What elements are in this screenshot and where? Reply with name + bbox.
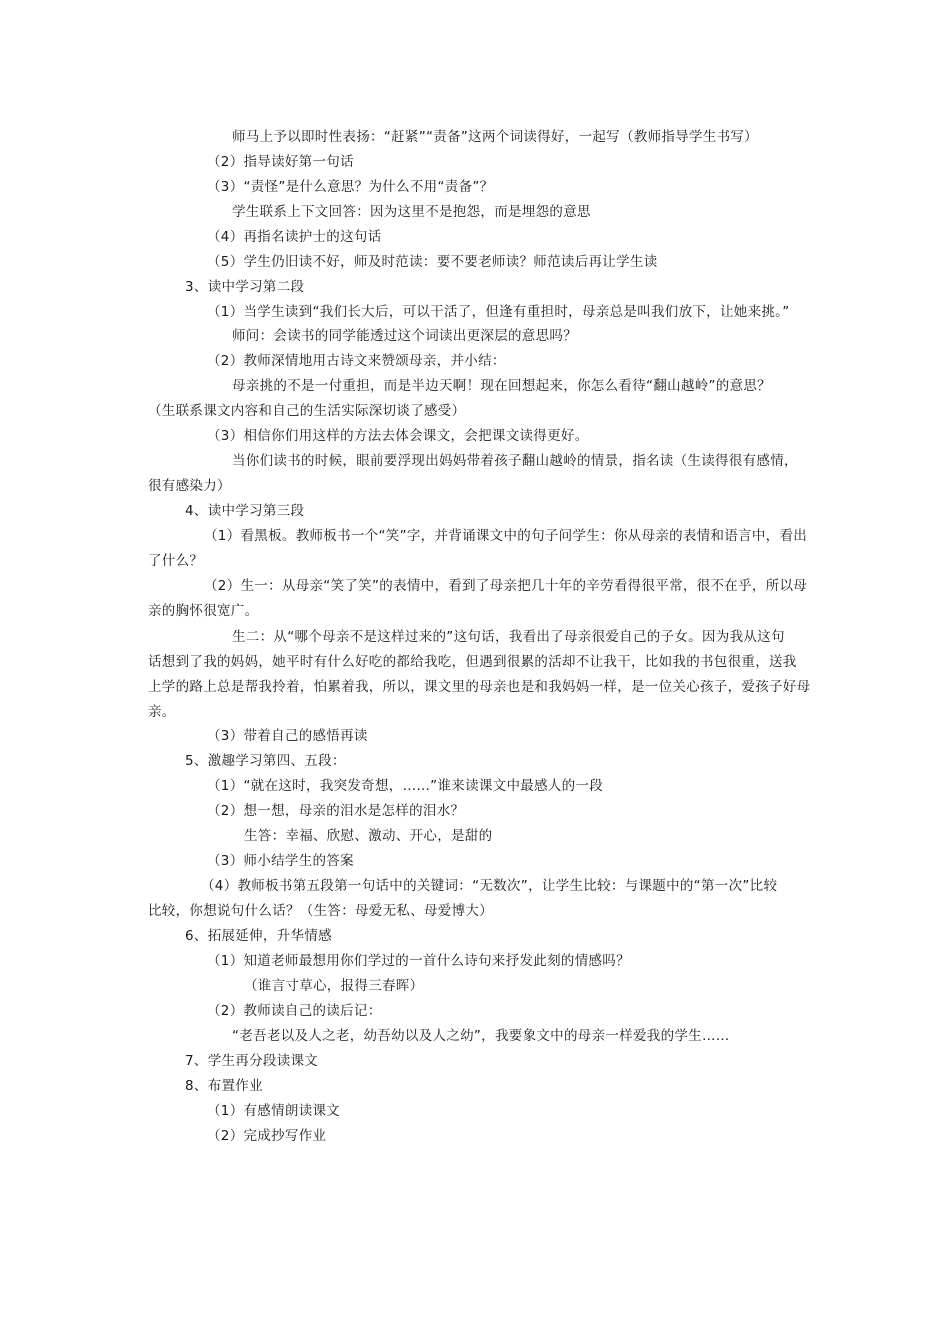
text-line: （2）完成抄写作业 (207, 1128, 327, 1144)
text-line: （2）想一想，母亲的泪水是怎样的泪水？ (207, 803, 465, 819)
text-line: “老吾老以及人之老，幼吾幼以及人之幼”，我要象文中的母亲一样爱我的学生…… (232, 1028, 730, 1044)
text-line: （3）“责怪”是什么意思？为什么不用“责备”？ (207, 179, 494, 195)
text-line: 上学的路上总是帮我拎着，怕累着我，所以，课文里的母亲也是和我妈妈一样，是一位关心孩子，爱孩子好母 (148, 679, 811, 695)
section-heading: 7、学生再分段读课文 (185, 1053, 319, 1069)
text-line: 师问：会读书的同学能透过这个词读出更深层的意思吗？ (232, 328, 577, 344)
text-line: （4）教师板书第五段第一句话中的关键词：“无数次”，让学生比较：与课题中的“第一次”比较 (201, 878, 778, 894)
text-line: （1）“就在这时，我突发奇想，……”谁来读课文中最感人的一段 (207, 778, 604, 794)
text-line: 话想到了我的妈妈，她平时有什么好吃的都给我吃，但遇到很累的活却不让我干，比如我的书包很重，送我 (148, 654, 797, 670)
section-heading: 8、布置作业 (185, 1078, 263, 1094)
text-line: 师马上予以即时性表扬：“赶紧”“责备”这两个词读得好，一起写（教师指导学生书写） (232, 129, 758, 145)
text-line: （3）带着自己的感悟再读 (207, 728, 368, 744)
text-line: （4）再指名读护士的这句话 (207, 229, 382, 245)
text-line: （1）知道老师最想用你们学过的一首什么诗句来抒发此刻的情感吗？ (207, 953, 630, 969)
text-line: （谁言寸草心，报得三春晖） (244, 978, 424, 994)
text-line: （2）教师深情地用古诗文来赞颂母亲，并小结： (207, 353, 506, 369)
text-line: 亲的胸怀很宽广。 (148, 603, 259, 619)
text-line: 了什么？ (148, 553, 204, 569)
text-line: （1）当学生读到“我们长大后，可以干活了，但逢有重担时，母亲总是叫我们放下，让她来挑。” (207, 304, 790, 320)
section-heading: 5、激趣学习第四、五段： (185, 753, 346, 769)
text-line: （5）学生仍旧读不好，师及时范读：要不要老师读？师范读后再让学生读 (207, 254, 658, 270)
text-line: （生联系课文内容和自己的生活实际深切谈了感受） (148, 403, 466, 419)
text-line: 亲。 (148, 704, 176, 720)
text-line: （3）师小结学生的答案 (207, 853, 354, 869)
text-line: 母亲挑的不是一付重担，而是半边天啊！现在回想起来，你怎么看待“翻山越岭”的意思？ (232, 378, 771, 394)
text-line: 当你们读书的时候，眼前要浮现出妈妈带着孩子翻山越岭的情景，指名读（生读得很有感情， (232, 453, 798, 469)
text-line: （2）指导读好第一句话 (207, 154, 354, 170)
text-line: （1）有感情朗读课文 (207, 1103, 341, 1119)
text-line: （1）看黑板。教师板书一个“笑”字，并背诵课文中的句子问学生：你从母亲的表情和语言中，看出 (204, 528, 808, 544)
text-line: 很有感染力） (148, 478, 231, 494)
text-line: 生答：幸福、欣慰、激动、开心，是甜的 (244, 828, 493, 844)
text-line: （2）教师读自己的读后记： (207, 1003, 382, 1019)
section-heading: 3、读中学习第二段 (185, 279, 305, 295)
section-heading: 6、拓展延伸，升华情感 (185, 928, 332, 944)
text-line: （2）生一：从母亲“笑了笑”的表情中，看到了母亲把几十年的辛劳看得很平常，很不在乎，所以母 (204, 578, 808, 594)
section-heading: 4、读中学习第三段 (185, 503, 305, 519)
text-line: 比较，你想说句什么话？（生答：母爱无私、母爱博大） (148, 903, 493, 919)
text-line: （3）相信你们用这样的方法去体会课文，会把课文读得更好。 (207, 428, 589, 444)
text-line: 学生联系上下文回答：因为这里不是抱怨，而是埋怨的意思 (232, 204, 591, 220)
text-line: 生二：从“哪个母亲不是这样过来的”这句话，我看出了母亲很爱自己的子女。因为我从这句 (232, 629, 785, 645)
